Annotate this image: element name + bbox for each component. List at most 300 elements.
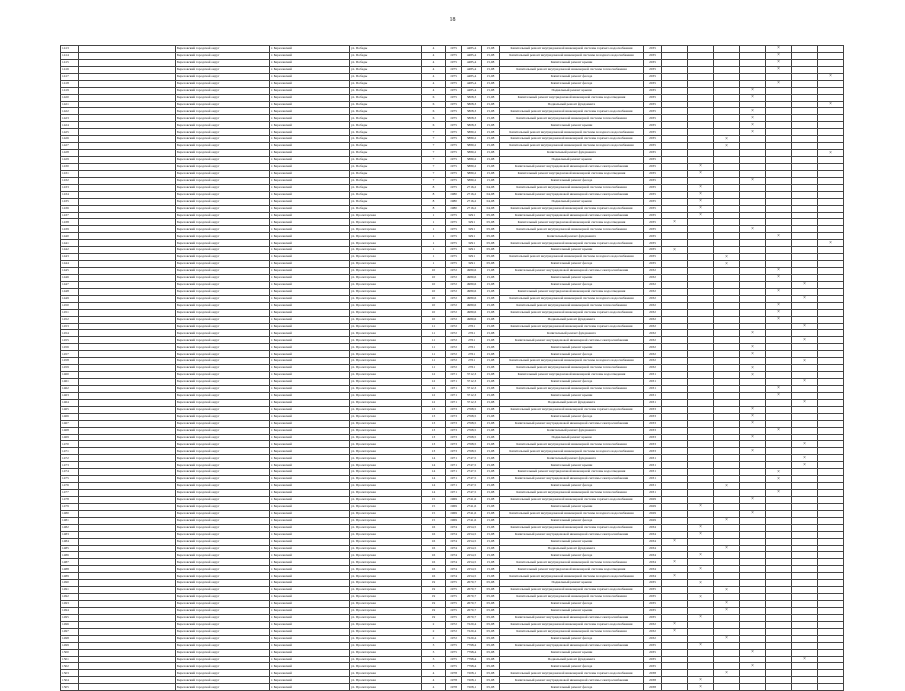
table-row <box>61 136 844 143</box>
house-cell: 4 <box>422 670 446 677</box>
street-cell: ул. Пролетарская <box>350 379 422 386</box>
year-cell: 1975 <box>446 649 462 656</box>
num-cell: 1489 <box>61 573 79 580</box>
house-cell: 16 <box>422 524 446 531</box>
mark-cell <box>818 288 844 295</box>
mark-cell <box>766 656 792 663</box>
house-cell: 8 <box>422 191 446 198</box>
area-cell: 2716,2 <box>462 191 482 198</box>
mark-cell <box>792 642 818 649</box>
settlement-cell: г. Березовский <box>270 379 350 386</box>
street-cell: ул. Пролетарская <box>350 392 422 399</box>
table-row <box>61 573 844 580</box>
year-cell: 1972 <box>446 635 462 642</box>
table-row <box>61 670 844 677</box>
house-cell: 1 <box>422 240 446 247</box>
house-cell: 4 <box>422 73 446 80</box>
table-row <box>61 642 844 649</box>
rate-cell: 15,08 <box>482 108 500 115</box>
x-mark-icon: × <box>688 503 714 510</box>
district-cell: Березовский городской округ <box>176 621 270 628</box>
num-cell: 1458 <box>61 358 79 365</box>
rate-cell: 05,08 <box>482 594 500 601</box>
period-cell: 2031 <box>644 469 662 476</box>
house-cell: 19 <box>422 614 446 621</box>
table-row <box>61 517 844 524</box>
mark-cell <box>688 351 714 358</box>
street-cell: ул. Пролетарская <box>350 483 422 490</box>
mark-cell <box>714 184 740 191</box>
num-cell: 1461 <box>61 379 79 386</box>
mark-cell <box>818 177 844 184</box>
mark-cell <box>740 66 766 73</box>
street-cell: ул. Пролетарская <box>350 594 422 601</box>
mark-cell <box>792 517 818 524</box>
settlement-cell: г. Березовский <box>270 295 350 302</box>
year-cell: 1972 <box>446 358 462 365</box>
street-cell: ул. Победы <box>350 108 422 115</box>
mark-cell <box>792 136 818 143</box>
page-number: 18 <box>449 17 456 23</box>
mark-cell <box>79 295 176 302</box>
house-cell: 19 <box>422 580 446 587</box>
table-row <box>61 240 844 247</box>
district-cell: Березовский городской округ <box>176 559 270 566</box>
work-cell: Капитальный ремонт внутридомовой инженерной системы холодного водоснабжения <box>500 510 644 517</box>
house-cell: 19 <box>422 607 446 614</box>
house-cell: 7 <box>422 129 446 136</box>
mark-cell <box>79 219 176 226</box>
mark-cell <box>79 233 176 240</box>
settlement-cell: г. Березовский <box>270 212 350 219</box>
mark-cell <box>766 614 792 621</box>
mark-cell <box>662 517 688 524</box>
mark-cell <box>818 129 844 136</box>
house-cell: 7 <box>422 163 446 170</box>
x-mark-icon: × <box>688 212 714 219</box>
x-mark-icon: × <box>766 476 792 483</box>
period-cell: 2035 <box>644 580 662 587</box>
mark-cell <box>818 309 844 316</box>
mark-cell <box>714 496 740 503</box>
x-mark-icon: × <box>740 420 766 427</box>
settlement-cell: г. Березовский <box>270 483 350 490</box>
table-row <box>61 372 844 379</box>
house-cell: 16 <box>422 545 446 552</box>
street-cell: ул. Пролетарская <box>350 628 422 635</box>
mark-cell <box>662 552 688 559</box>
mark-cell <box>792 288 818 295</box>
mark-cell <box>766 212 792 219</box>
district-cell: Березовский городской округ <box>176 212 270 219</box>
district-cell: Березовский городской округ <box>176 288 270 295</box>
period-cell: 2035 <box>644 219 662 226</box>
table-row <box>61 247 844 254</box>
work-cell: Капитальный ремонт внутридомовой инженерной системы теплоснабжения <box>500 441 644 448</box>
num-cell: 1498 <box>61 635 79 642</box>
mark-cell <box>662 503 688 510</box>
mark-cell <box>740 684 766 691</box>
x-mark-icon: × <box>714 670 740 677</box>
area-cell: 5880,2 <box>462 129 482 136</box>
table-row <box>61 212 844 219</box>
x-mark-icon: × <box>714 635 740 642</box>
mark-cell <box>79 316 176 323</box>
rate-cell: 15,08 <box>482 268 500 275</box>
work-cell: Капитальный ремонт фасада <box>500 281 644 288</box>
house-cell: 11 <box>422 358 446 365</box>
district-cell: Березовский городской округ <box>176 157 270 164</box>
area-cell: 3712,3 <box>462 372 482 379</box>
street-cell: ул. Пролетарская <box>350 663 422 670</box>
x-mark-icon: × <box>766 274 792 281</box>
x-mark-icon: × <box>818 150 844 157</box>
mark-cell <box>766 552 792 559</box>
mark-cell <box>792 420 818 427</box>
x-mark-icon: × <box>688 684 714 691</box>
x-mark-icon: × <box>740 496 766 503</box>
settlement-cell: г. Березовский <box>270 628 350 635</box>
x-mark-icon: × <box>792 295 818 302</box>
mark-cell <box>714 337 740 344</box>
rate-cell: 15,08 <box>482 150 500 157</box>
mark-cell <box>714 295 740 302</box>
mark-cell <box>792 406 818 413</box>
year-cell: 1978 <box>446 670 462 677</box>
work-cell: Капитальный ремонт внутридомовой инженерной системы теплоснабжения <box>500 628 644 635</box>
mark-cell <box>688 656 714 663</box>
mark-cell <box>792 46 818 53</box>
mark-cell <box>714 163 740 170</box>
mark-cell <box>688 358 714 365</box>
num-cell: 1479 <box>61 503 79 510</box>
mark-cell <box>714 281 740 288</box>
mark-cell <box>792 483 818 490</box>
mark-cell <box>714 413 740 420</box>
mark-cell <box>714 559 740 566</box>
mark-cell <box>766 573 792 580</box>
area-cell: 5880,2 <box>462 163 482 170</box>
period-cell: 2035 <box>644 80 662 87</box>
settlement-cell: г. Березовский <box>270 337 350 344</box>
mark-cell <box>662 677 688 684</box>
mark-cell <box>792 66 818 73</box>
work-cell: Капитальный ремонт внутридомовой инженерной системы водоотведения <box>500 372 644 379</box>
mark-cell <box>766 434 792 441</box>
mark-cell <box>792 538 818 545</box>
mark-cell <box>740 538 766 545</box>
area-cell: 2716,2 <box>462 205 482 212</box>
year-cell: 1975 <box>446 94 462 101</box>
table-row <box>61 94 844 101</box>
mark-cell <box>818 441 844 448</box>
year-cell: 1975 <box>446 122 462 129</box>
house-cell: 10 <box>422 295 446 302</box>
mark-cell <box>740 101 766 108</box>
mark-cell <box>662 87 688 94</box>
mark-cell <box>792 52 818 59</box>
mark-cell <box>792 621 818 628</box>
mark-cell <box>818 323 844 330</box>
period-cell: 2032 <box>644 323 662 330</box>
rate-cell: 15,08 <box>482 399 500 406</box>
mark-cell <box>714 323 740 330</box>
house-cell: 12 <box>422 379 446 386</box>
house-cell: 4 <box>422 677 446 684</box>
num-cell: 1497 <box>61 628 79 635</box>
mark-cell <box>688 66 714 73</box>
table-row <box>61 87 844 94</box>
rate-cell: 05,08 <box>482 219 500 226</box>
district-cell: Березовский городской округ <box>176 677 270 684</box>
mark-cell <box>818 198 844 205</box>
work-cell: Капитальный ремонт фасада <box>500 379 644 386</box>
period-cell: 2035 <box>644 101 662 108</box>
mark-cell <box>766 254 792 261</box>
mark-cell <box>79 73 176 80</box>
mark-cell <box>792 614 818 621</box>
year-cell: 1972 <box>446 274 462 281</box>
year-cell: 1975 <box>446 115 462 122</box>
house-cell: 1 <box>422 212 446 219</box>
table-row <box>61 399 844 406</box>
mark-cell <box>818 191 844 198</box>
mark-cell <box>688 510 714 517</box>
rate-cell: 15,08 <box>482 559 500 566</box>
mark-cell <box>792 233 818 240</box>
mark-cell <box>714 46 740 53</box>
house-cell: 3 <box>422 642 446 649</box>
street-cell: ул. Победы <box>350 59 422 66</box>
table-row <box>61 420 844 427</box>
mark-cell <box>714 52 740 59</box>
mark-cell <box>714 129 740 136</box>
x-mark-icon: × <box>714 254 740 261</box>
area-cell: 2761 <box>462 323 482 330</box>
mark-cell <box>740 295 766 302</box>
table-row <box>61 379 844 386</box>
rate-cell: 05,08 <box>482 226 500 233</box>
period-cell: 2035 <box>644 177 662 184</box>
mark-cell <box>662 635 688 642</box>
table-row <box>61 66 844 73</box>
settlement-cell: г. Березовский <box>270 476 350 483</box>
mark-cell <box>714 240 740 247</box>
mark-cell <box>662 281 688 288</box>
table-row <box>61 295 844 302</box>
table-row <box>61 163 844 170</box>
mark-cell <box>688 649 714 656</box>
mark-cell <box>79 601 176 608</box>
district-cell: Березовский городской округ <box>176 358 270 365</box>
mark-cell <box>714 73 740 80</box>
area-cell: 2670,7 <box>462 601 482 608</box>
mark-cell <box>766 545 792 552</box>
area-cell: 5880,2 <box>462 170 482 177</box>
street-cell: ул. Пролетарская <box>350 351 422 358</box>
mark-cell <box>688 670 714 677</box>
settlement-cell: г. Березовский <box>270 413 350 420</box>
street-cell: ул. Пролетарская <box>350 524 422 531</box>
district-cell: Березовский городской округ <box>176 163 270 170</box>
settlement-cell: г. Березовский <box>270 365 350 372</box>
rate-cell: 15,08 <box>482 177 500 184</box>
year-cell: 1974 <box>446 559 462 566</box>
table-row <box>61 330 844 337</box>
x-mark-icon: × <box>792 337 818 344</box>
settlement-cell: г. Березовский <box>270 635 350 642</box>
mark-cell <box>79 496 176 503</box>
street-cell: ул. Пролетарская <box>350 517 422 524</box>
mark-cell <box>688 663 714 670</box>
mark-cell <box>688 59 714 66</box>
x-mark-icon: × <box>766 385 792 392</box>
mark-cell <box>792 573 818 580</box>
mark-cell <box>79 621 176 628</box>
mark-cell <box>79 143 176 150</box>
table-row <box>61 157 844 164</box>
district-cell: Березовский городской округ <box>176 94 270 101</box>
mark-cell <box>688 469 714 476</box>
mark-cell <box>818 427 844 434</box>
mark-cell <box>792 490 818 497</box>
work-cell: Капитальный ремонт внутридомовой инженерной системы теплоснабжения <box>500 490 644 497</box>
rate-cell: 05,08 <box>482 635 500 642</box>
street-cell: ул. Пролетарская <box>350 413 422 420</box>
table-row <box>61 628 844 635</box>
work-cell: Капитальный ремонт фасада <box>500 684 644 691</box>
rate-cell: 05,08 <box>482 580 500 587</box>
x-mark-icon: × <box>740 226 766 233</box>
period-cell: 2033 <box>644 406 662 413</box>
mark-cell <box>766 601 792 608</box>
mark-cell <box>766 670 792 677</box>
mark-cell <box>79 205 176 212</box>
street-cell: ул. Пролетарская <box>350 226 422 233</box>
mark-cell <box>766 122 792 129</box>
num-cell: 1414 <box>61 52 79 59</box>
num-cell: 1426 <box>61 136 79 143</box>
mark-cell <box>714 399 740 406</box>
mark-cell <box>662 587 688 594</box>
house-cell: 13 <box>422 420 446 427</box>
district-cell: Березовский городской округ <box>176 510 270 517</box>
mark-cell <box>740 635 766 642</box>
mark-cell <box>818 594 844 601</box>
mark-cell <box>792 628 818 635</box>
mark-cell <box>688 108 714 115</box>
street-cell: ул. Пролетарская <box>350 503 422 510</box>
district-cell: Березовский городской округ <box>176 274 270 281</box>
district-cell: Березовский городской округ <box>176 448 270 455</box>
mark-cell <box>766 649 792 656</box>
mark-cell <box>714 462 740 469</box>
table-row <box>61 101 844 108</box>
house-cell: 10 <box>422 281 446 288</box>
mark-cell <box>766 205 792 212</box>
mark-cell <box>818 677 844 684</box>
mark-cell <box>714 594 740 601</box>
rate-cell: 05,08 <box>482 614 500 621</box>
mark-cell <box>688 150 714 157</box>
mark-cell <box>818 219 844 226</box>
settlement-cell: г. Березовский <box>270 247 350 254</box>
mark-cell <box>714 677 740 684</box>
street-cell: ул. Пролетарская <box>350 427 422 434</box>
house-cell: 4 <box>422 684 446 691</box>
rate-cell: 15,08 <box>482 358 500 365</box>
mark-cell <box>766 344 792 351</box>
year-cell: 1975 <box>446 157 462 164</box>
mark-cell <box>79 351 176 358</box>
rate-cell: 15,08 <box>482 385 500 392</box>
rate-cell: 15,08 <box>482 94 500 101</box>
mark-cell <box>740 358 766 365</box>
district-cell: Березовский городской округ <box>176 73 270 80</box>
year-cell: 1972 <box>446 351 462 358</box>
table-row <box>61 531 844 538</box>
x-mark-icon: × <box>766 52 792 59</box>
x-mark-icon: × <box>740 94 766 101</box>
table-row <box>61 427 844 434</box>
period-cell: 2035 <box>644 226 662 233</box>
area-cell: 3712,3 <box>462 379 482 386</box>
house-cell: 6 <box>422 101 446 108</box>
num-cell: 1469 <box>61 434 79 441</box>
period-cell: 2029 <box>644 510 662 517</box>
mark-cell <box>740 240 766 247</box>
mark-cell <box>818 552 844 559</box>
period-cell: 2029 <box>644 496 662 503</box>
x-mark-icon: × <box>688 614 714 621</box>
table-row <box>61 59 844 66</box>
mark-cell <box>662 94 688 101</box>
year-cell: 1969 <box>446 496 462 503</box>
area-cell: 4980,6 <box>462 288 482 295</box>
mark-cell <box>79 66 176 73</box>
settlement-cell: г. Березовский <box>270 573 350 580</box>
register-table <box>60 45 844 691</box>
work-cell: Капитальный ремонт крыши <box>500 503 644 510</box>
district-cell: Березовский городской округ <box>176 434 270 441</box>
num-cell: 1423 <box>61 115 79 122</box>
x-mark-icon: × <box>688 191 714 198</box>
work-cell: Капитальный ремонт внутридомовой инженерной системы электроснабжения <box>500 212 644 219</box>
house-cell: 11 <box>422 337 446 344</box>
mark-cell <box>79 198 176 205</box>
mark-cell <box>662 656 688 663</box>
area-cell: 2741,6 <box>462 510 482 517</box>
mark-cell <box>714 212 740 219</box>
table-row <box>61 365 844 372</box>
settlement-cell: г. Березовский <box>270 441 350 448</box>
mark-cell <box>740 219 766 226</box>
x-mark-icon: × <box>688 163 714 170</box>
street-cell: ул. Пролетарская <box>350 510 422 517</box>
num-cell: 1453 <box>61 323 79 330</box>
period-cell: 2038 <box>644 677 662 684</box>
mark-cell <box>792 510 818 517</box>
mark-cell <box>740 490 766 497</box>
rate-cell: 05,08 <box>482 677 500 684</box>
mark-cell <box>662 594 688 601</box>
street-cell: ул. Пролетарская <box>350 614 422 621</box>
mark-cell <box>766 594 792 601</box>
house-cell: 15 <box>422 510 446 517</box>
year-cell: 1971 <box>446 462 462 469</box>
table-row <box>61 684 844 691</box>
mark-cell <box>766 150 792 157</box>
